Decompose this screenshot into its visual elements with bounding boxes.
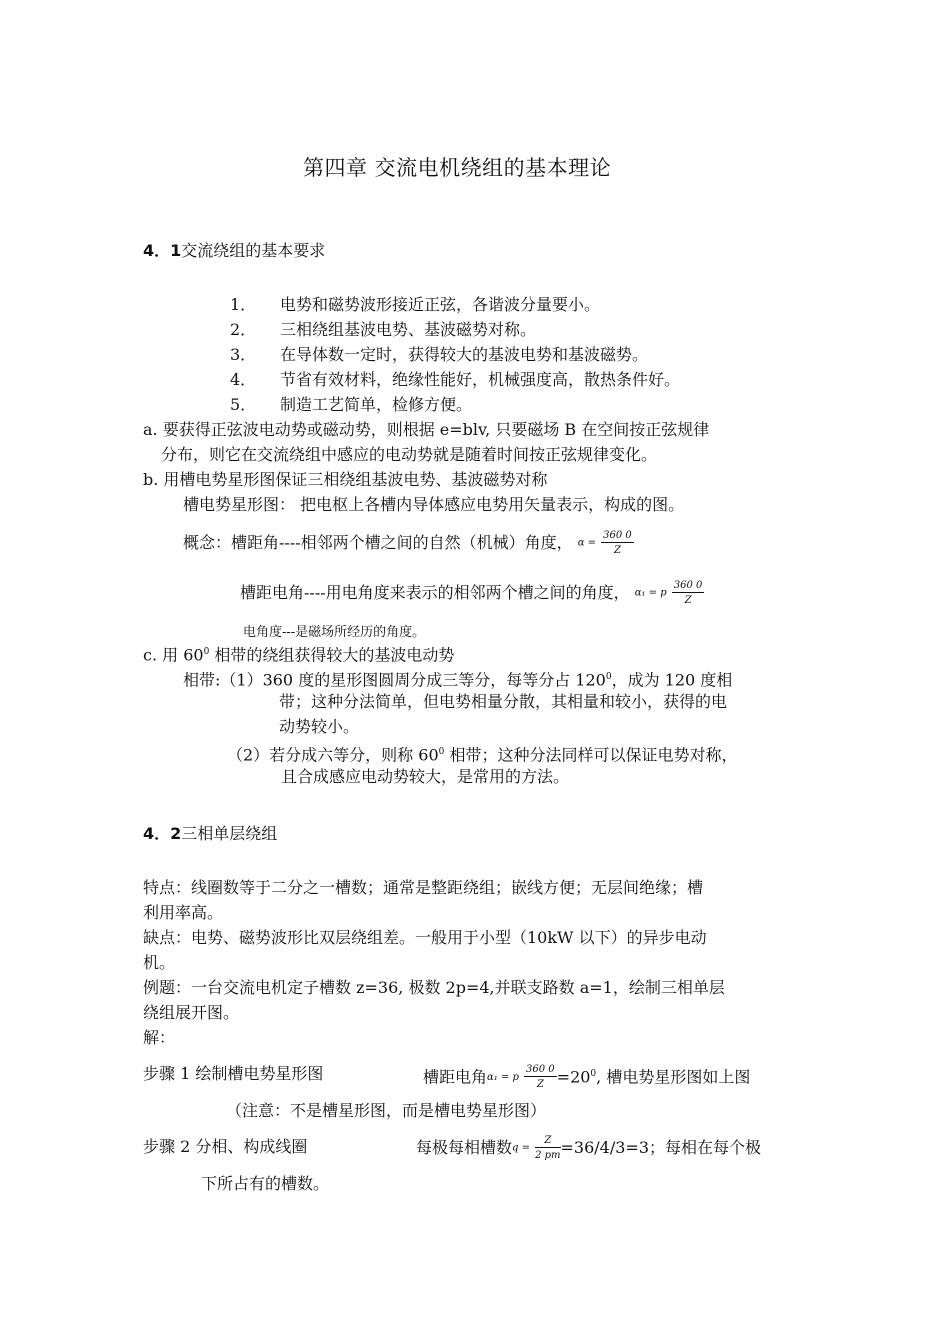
solution-label: 解：: [143, 1028, 176, 1047]
phase-belt-1-line1: 相带:（1）360 度的星形图圆周分成三等分，每等分占 $120^0$，成为 120 度相: [183, 670, 733, 690]
example-line1: 例题：一台交流电机定子槽数 z=36, 极数 2p=4,并联支路数 a=1，绘制三相单层: [143, 978, 725, 997]
section-heading-4-2: [143, 821, 277, 844]
paragraph-a-line2: 分布，则它在交流绕组中感应的电动势就是随着时间按正弦规律变化。: [161, 445, 658, 464]
features-line2: 利用率高。: [143, 903, 224, 922]
formula-fraction: $\frac{360 0}{Z}$: [603, 530, 632, 556]
list-item: 1． 电势和磁势波形接近正弦，各谐波分量要小。: [230, 295, 601, 314]
formula-fraction: $\frac{360 0}{Z}$: [526, 1064, 555, 1091]
step2-label: 步骤 2 分相、构成线圈: [143, 1137, 308, 1156]
list-item: 4． 节省有效材料，绝缘性能好，机械强度高，散热条件好。: [230, 370, 681, 389]
step2-formula: 每极每相槽数q = $\frac{Z}{2 pm}$ =36/4/3=3；每相在每个极: [416, 1135, 762, 1161]
section-title: 交流绕组的基本要求: [181, 241, 326, 260]
defects-line2: 机。: [143, 953, 176, 972]
phase-belt-1-line3: 动势较小。: [279, 717, 360, 736]
section-heading-4-1: [143, 238, 325, 261]
section-title: 三相单层绕组: [181, 824, 278, 843]
list-item: 2． 三相绕组基波电势、基波磁势对称。: [230, 320, 537, 339]
paragraph-b-line2: 槽电势星形图： 把电枢上各槽内导体感应电势用矢量表示，构成的图。: [183, 495, 685, 514]
paragraph-a-line1: a. 要获得正弦波电动势或磁动势，则根据 e=blv, 只要磁场 B 在空间按正弦规律: [143, 420, 710, 439]
phase-belt-2-line1: （2）若分成六等分，则称 $60^0$ 相带；这种分法同样可以保证电势对称，: [227, 745, 738, 765]
formula-fraction: $\frac{360 0}{Z}$: [673, 580, 703, 606]
page-title: 第四章 交流电机绕组的基本理论: [303, 156, 612, 180]
step2-line2: 下所占有的槽数。: [201, 1174, 330, 1193]
defects-line1: 缺点：电势、磁势波形比双层绕组差。一般用于小型（10kW 以下）的异步电动: [143, 928, 707, 947]
list-item: 5． 制造工艺简单，检修方便。: [230, 395, 473, 414]
step1-note: （注意：不是槽星形图，而是槽电势星形图）: [226, 1101, 547, 1120]
step1-label: 步骤 1 绘制槽电势星形图: [143, 1064, 324, 1083]
phase-belt-2-line2: 且合成感应电动势较大，是常用的方法。: [281, 767, 570, 786]
concept-electrical-angle: 槽距电角----用电角度来表示的相邻两个槽之间的角度， α₁ = p $\frac{360 0}{Z}$: [240, 580, 703, 606]
paragraph-c-line1: c. 用 $60^0$ 相带的绕组获得较大的基波电动势: [143, 645, 455, 665]
phase-belt-1-line2: 带；这种分法简单，但电势相量分散，其相量和较小，获得的电: [279, 692, 728, 711]
section-number: 4．2: [143, 824, 182, 843]
formula-fraction: $\frac{Z}{2 pm}$: [535, 1135, 561, 1161]
concept-slot-angle: 概念：槽距角----相邻两个槽之间的自然（机械）角度， α = $\frac{360 0}{Z}$: [183, 530, 632, 556]
example-line2: 绕组展开图。: [143, 1003, 240, 1022]
section-number: 4．1: [143, 241, 182, 260]
electrical-angle-note: 电角度---是磁场所经历的角度。: [243, 625, 426, 640]
step1-formula: 槽距电角α₁ = p $\frac{360 0}{Z}$ $=20^0$, 槽电势星形图如上图: [423, 1064, 751, 1091]
list-item: 3． 在导体数一定时，获得较大的基波电势和基波磁势。: [230, 345, 649, 364]
features-line1: 特点：线圈数等于二分之一槽数；通常是整距绕组；嵌线方便；无层间绝缘；槽: [143, 878, 704, 897]
paragraph-b-line1: b. 用槽电势星形图保证三相绕组基波电势、基波磁势对称: [143, 470, 548, 489]
